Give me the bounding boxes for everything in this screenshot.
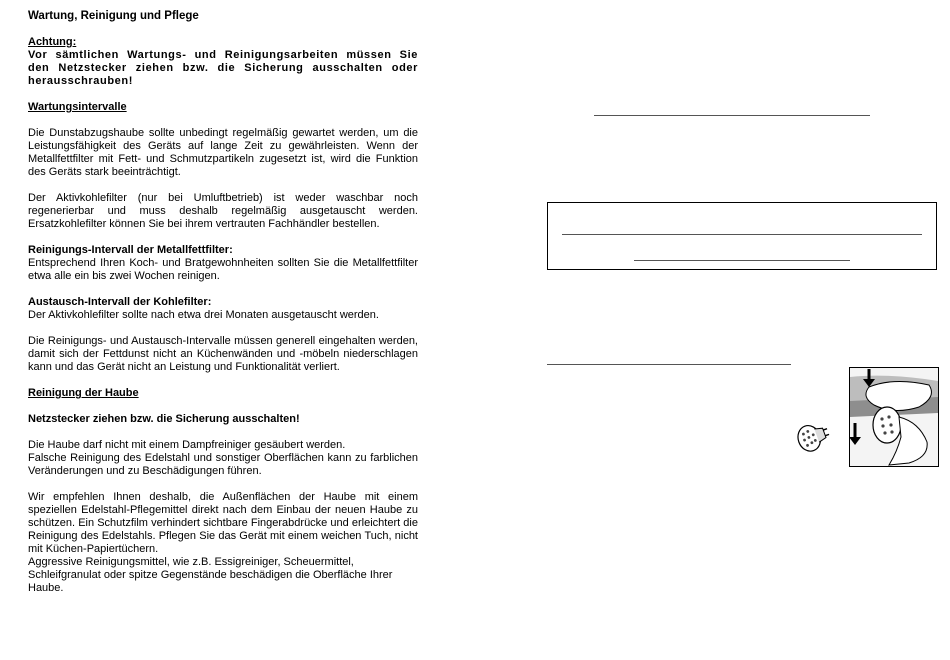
achtung-heading: Achtung:	[28, 36, 77, 48]
note-box	[547, 202, 937, 270]
reinigung-heading: Reinigung der Haube	[28, 387, 139, 399]
falsche-reinigung-text: Falsche Reinigung des Edelstahl und sonstiger Oberflächen kann zu farblichen Veränderungen und zu Beschädigungen führen.	[28, 452, 418, 477]
wartung-paragraph-2: Der Aktivkohlefilter (nur bei Umluftbetrieb) ist weder waschbar noch regenerierbar und muss deshalb regelmäßig ausgetauscht werden. Ersatzkohlefilter können Sie bei ihrem vertrauten Fachhändler bestellen.	[28, 192, 418, 230]
netzstecker-warning: Netzstecker ziehen bzw. die Sicherung ausschalten!	[28, 413, 300, 425]
metallfilter-text: Entsprechend Ihren Koch- und Bratgewohnheiten sollten Sie die Metallfettfilter etwa alle ein bis zwei Wochen reinigen.	[28, 257, 418, 282]
dampfreiniger-text: Die Haube darf nicht mit einem Dampfreiniger gesäubert werden.	[28, 439, 346, 451]
note-box-line-1	[562, 234, 922, 235]
kohlefilter-text: Der Aktivkohlefilter sollte nach etwa drei Monaten ausgetauscht werden.	[28, 309, 379, 321]
led-bulb-icon	[795, 418, 831, 456]
note-box-line-2	[634, 260, 850, 261]
empfehlung-paragraph: Wir empfehlen Ihnen deshalb, die Außenflächen der Haube mit einem speziellen Edelstahl-Pflegemittel direkt nach dem Einbau der neuen Haube zu schützen. Ein Schutzfilm verhindert sichtbare Fingerabdrücke und erleichtert die Reinigung des Edelstahls. Pflegen Sie das Gerät mit einem weichen Tuch, nicht mit Küchen-Papiertüchern.	[28, 491, 418, 555]
intervall-paragraph: Die Reinigungs- und Austausch-Intervalle müssen generell eingehalten werden, damit sich der Fettdunst nicht an Küchenwänden und -möbeln niederschlagen kann und das Gerät nicht an Leistung und Funktionalität verliert.	[28, 335, 418, 373]
page-title: Wartung, Reinigung und Pflege	[28, 10, 199, 22]
divider-top	[594, 115, 870, 116]
metallfilter-heading: Reinigungs-Intervall der Metallfettfilter:	[28, 244, 233, 256]
achtung-text: Vor sämtlichen Wartungs- und Reinigungsarbeiten müssen Sie den Netzstecker ziehen bzw. die Sicherung ausschalten oder herausschrauben!	[28, 49, 418, 87]
wartung-paragraph-1: Die Dunstabzugshaube sollte unbedingt regelmäßig gewartet werden, um die Leistungsfähigkeit des Geräts auf lange Zeit zu gewährleisten. Wenn der Metallfettfilter mit Fett- und Schmutzpartikeln zugesetzt ist, wird die Funktion des Geräts stark beeinträchtigt.	[28, 127, 418, 178]
lamp-replacement-illustration	[849, 367, 939, 467]
left-column	[28, 10, 418, 595]
wartungsintervalle-heading: Wartungsintervalle	[28, 101, 127, 113]
kohlefilter-heading: Austausch-Intervall der Kohlefilter:	[28, 296, 212, 308]
aggressive-mittel-paragraph: Aggressive Reinigungsmittel, wie z.B. Essigreiniger, Scheuermittel, Schleifgranulat oder spitze Gegenstände beschädigen die Oberfläche Ihrer Haube.	[28, 556, 393, 594]
divider-bottom	[547, 364, 791, 365]
